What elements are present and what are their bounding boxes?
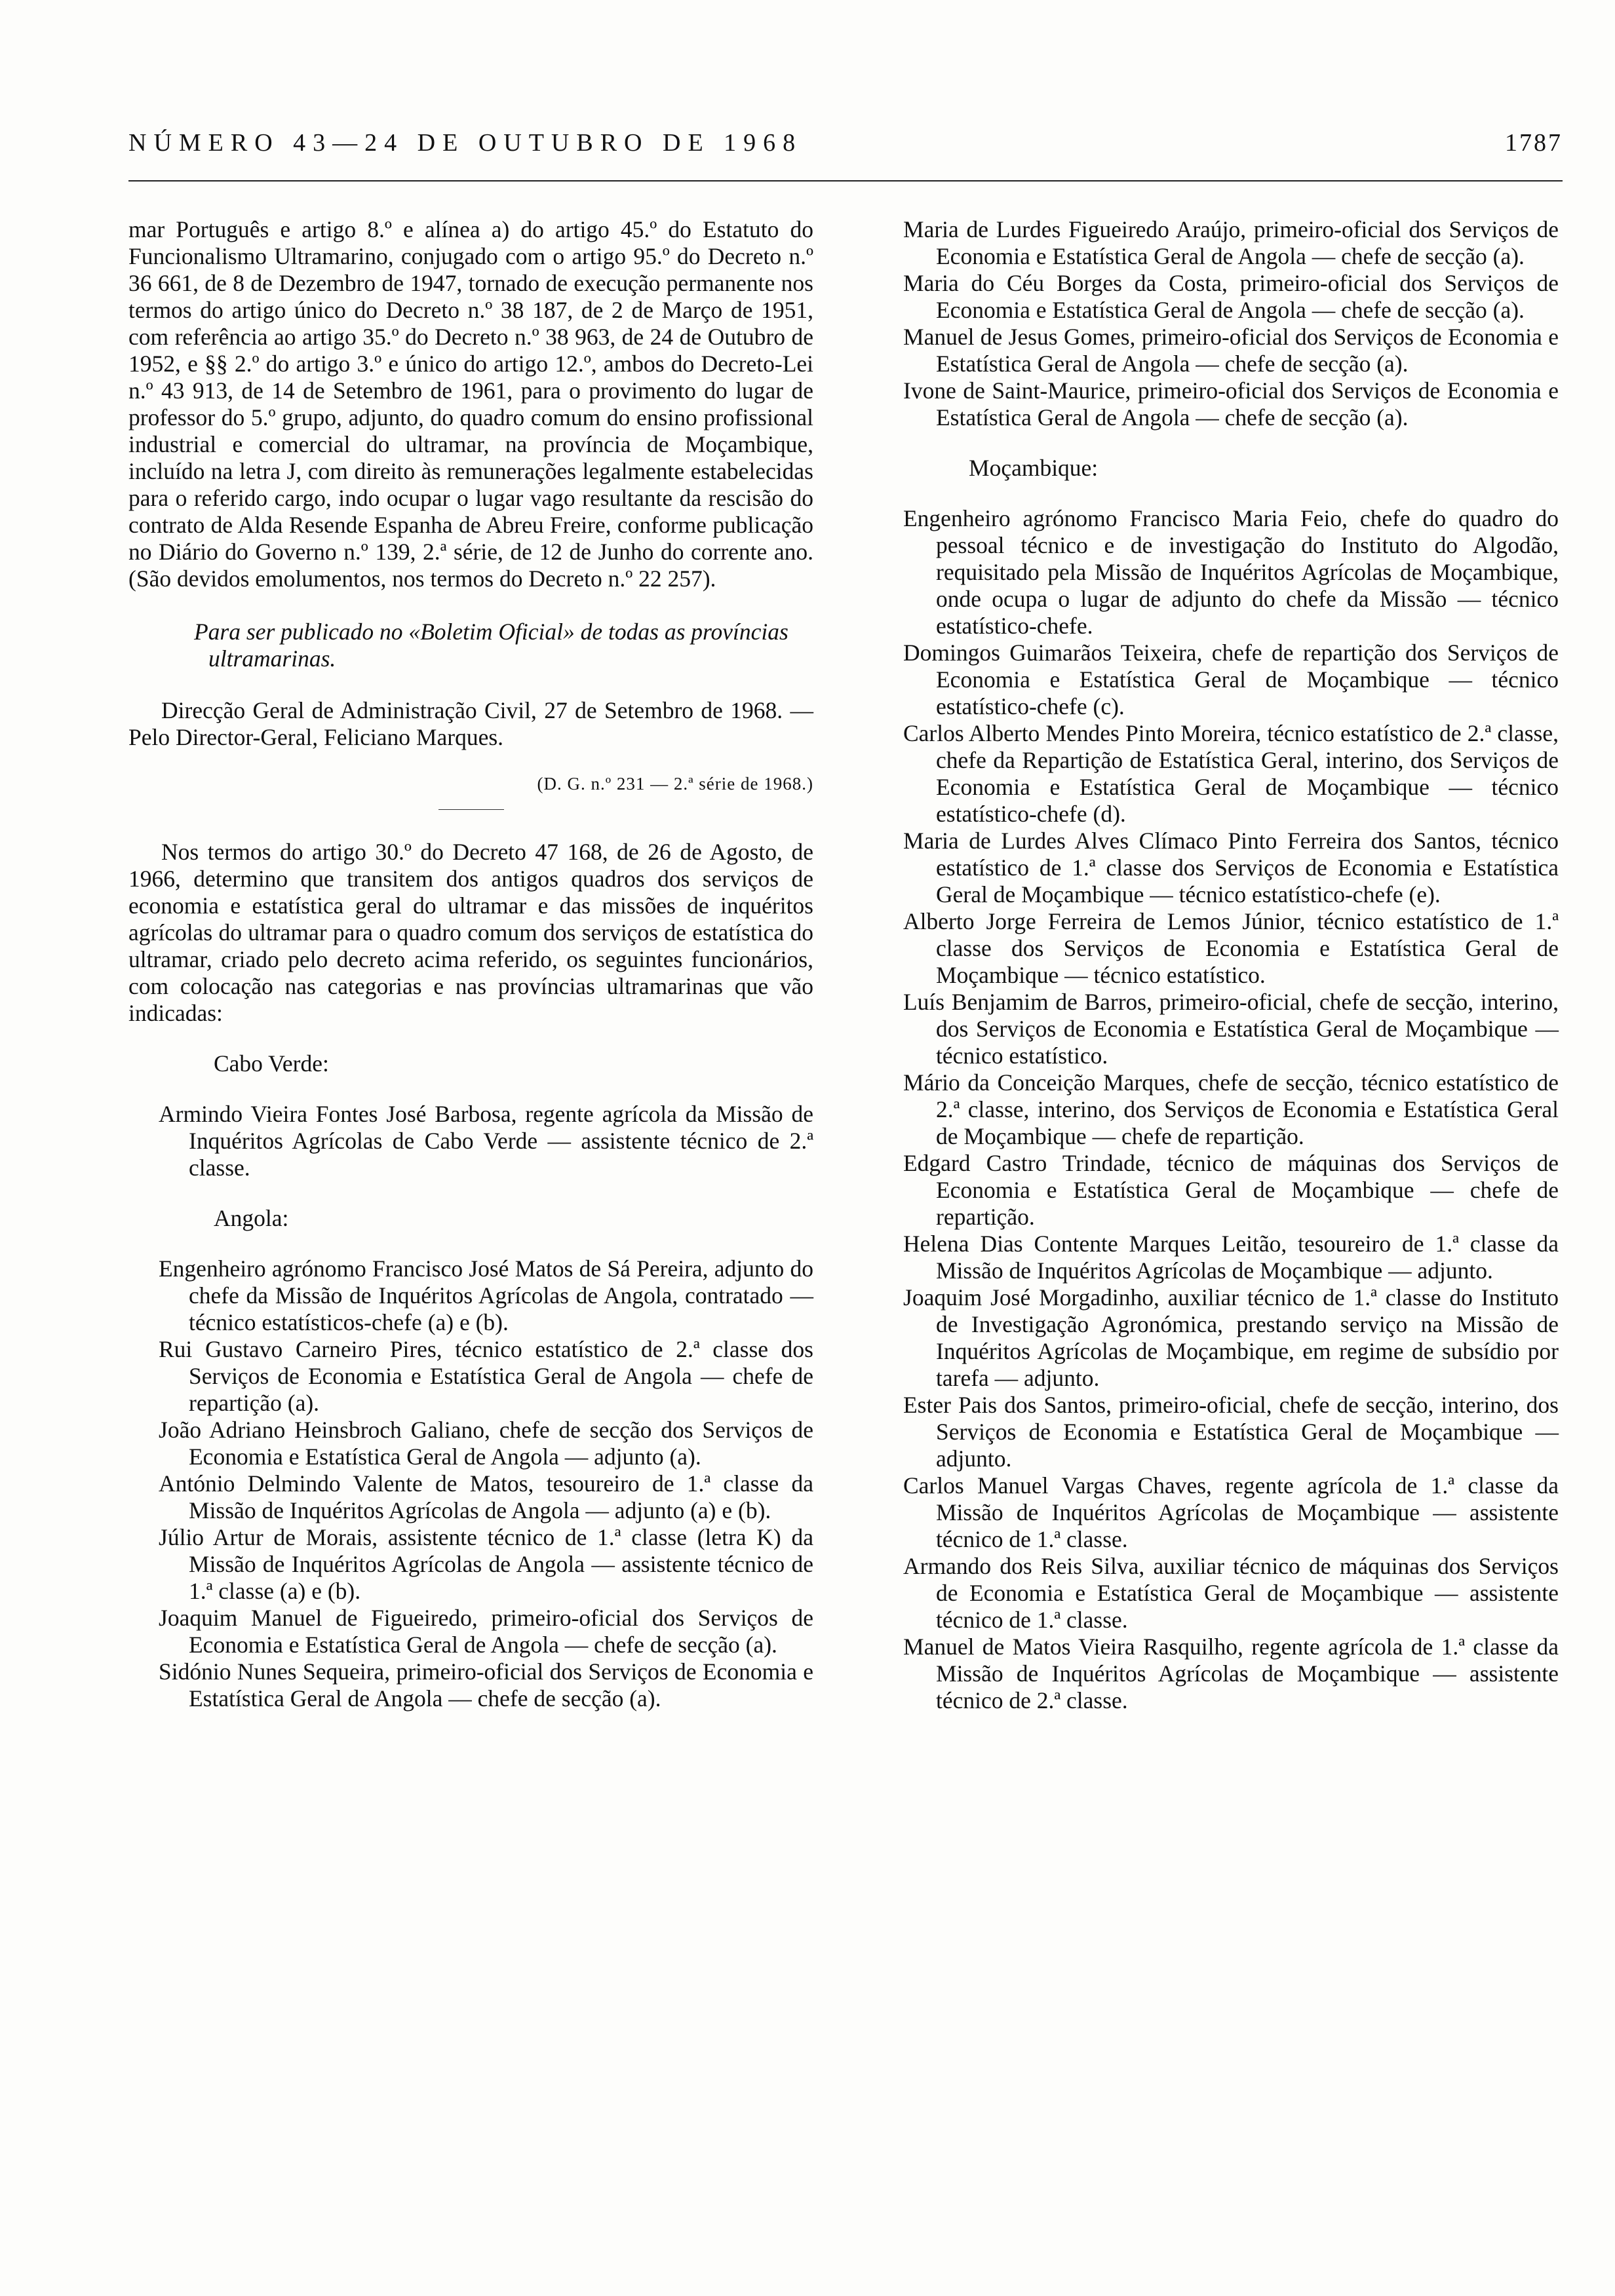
list-item: Ester Pais dos Santos, primeiro-oficial, chefe de secção, interino, dos Serviços de Economia e Estatística Geral de Moçambique — adjunto.	[903, 1392, 1559, 1472]
list-item: Alberto Jorge Ferreira de Lemos Júnior, técnico estatístico de 1.ª classe dos Serviços de Economia e Estatística Geral de Moçambique — técnico estatístico.	[903, 908, 1559, 988]
list-item: Engenheiro agrónomo Francisco José Matos de Sá Pereira, adjunto do chefe da Missão de Inquéritos Agrícolas de Angola, contratado — técnico estatísticos-chefe (a) e (b).	[159, 1255, 813, 1335]
list-item: Helena Dias Contente Marques Leitão, tesoureiro de 1.ª classe da Missão de Inquéritos Agrícolas de Moçambique — adjunto.	[903, 1231, 1559, 1284]
running-title: NÚMERO 43—24 DE OUTUBRO DE 1968	[128, 129, 803, 157]
main-paragraph: Nos termos do artigo 30.º do Decreto 47 168, de 26 de Agosto, de 1966, determino que transitem dos antigos quadros dos serviços de economia e estatística geral do ultramar e das missões de inquéritos agrícolas do ultramar para o quadro comum dos serviços de estatística do ultramar, criado pelo decreto acima referido, os seguintes funcionários, com colocação nas categorias e nas províncias ultramarinas que vão indicadas:	[128, 839, 813, 1026]
heading-cabo-verde: Cabo Verde:	[214, 1050, 329, 1077]
list-item: António Delmindo Valente de Matos, tesoureiro de 1.ª classe da Missão de Inquéritos Agrícolas de Angola — adjunto (a) e (b).	[159, 1470, 813, 1523]
list-item: Armando dos Reis Silva, auxiliar técnico de máquinas dos Serviços de Economia e Estatística Geral de Moçambique — assistente técnico de 1.ª classe.	[903, 1553, 1559, 1633]
continued-paragraph: mar Português e artigo 8.º e alínea a) do artigo 45.º do Estatuto do Funcionalismo Ultramarino, conjugado com o artigo 95.º do Decreto n.º 36 661, de 8 de Dezembro de 1947, tornado de execução permanente nos termos do artigo único do Decreto n.º 38 187, de 2 de Março de 1951, com referência ao artigo 35.º do Decreto n.º 38 963, de 24 de Outubro de 1952, e §§ 2.º do artigo 3.º e único do artigo 12.º, ambos do Decreto-Lei n.º 43 913, de 14 de Setembro de 1961, para o provimento do lugar de professor do 5.º grupo, adjunto, do quadro comum do ensino profissional industrial e comercial do ultramar, na província de Moçambique, incluído na letra J, com direito às remunerações legalmente estabelecidas para o referido cargo, indo ocupar o lugar vago resultante da rescisão do contrato de Alda Resende Espanha de Abreu Freire, conforme publicação no Diário do Governo n.º 139, 2.ª série, de 12 de Junho do corrente ano. (São devidos emolumentos, nos termos do Decreto n.º 22 257).	[128, 216, 813, 592]
list-item: Manuel de Matos Vieira Rasquilho, regente agrícola de 1.ª classe da Missão de Inquéritos Agrícolas de Moçambique — assistente técnico de 2.ª classe.	[903, 1634, 1559, 1713]
list-item: Júlio Artur de Morais, assistente técnico de 1.ª classe (letra K) da Missão de Inquéritos Agrícolas de Angola — assistente técnico de 1.ª classe (a) e (b).	[159, 1524, 813, 1604]
list-item: Armindo Vieira Fontes José Barbosa, regente agrícola da Missão de Inquéritos Agrícolas de Cabo Verde — assistente técnico de 2.ª classe.	[159, 1101, 813, 1181]
list-item: Manuel de Jesus Gomes, primeiro-oficial dos Serviços de Economia e Estatística Geral de Angola — chefe de secção (a).	[903, 324, 1559, 377]
list-item: Maria de Lurdes Figueiredo Araújo, primeiro-oficial dos Serviços de Economia e Estatística Geral de Angola — chefe de secção (a).	[903, 216, 1559, 269]
list-item: Domingos Guimarãos Teixeira, chefe de repartição dos Serviços de Economia e Estatística Geral de Moçambique — técnico estatístico-chefe (c).	[903, 640, 1559, 719]
list-item: Carlos Alberto Mendes Pinto Moreira, técnico estatístico de 2.ª classe, chefe da Repartição de Estatística Geral, interino, dos Serviços de Economia e Estatística Geral de Moçambique — técnico estatístico-chefe (d).	[903, 720, 1559, 827]
list-item: Ivone de Saint-Maurice, primeiro-oficial dos Serviços de Economia e Estatística Geral de Angola — chefe de secção (a).	[903, 377, 1559, 430]
list-item: Edgard Castro Trindade, técnico de máquinas dos Serviços de Economia e Estatística Geral de Moçambique — chefe de repartição.	[903, 1150, 1559, 1230]
left-column	[128, 216, 813, 1712]
list-item: Mário da Conceição Marques, chefe de secção, técnico estatístico de 2.ª classe, interino, dos Serviços de Economia e Estatística Geral de Moçambique — chefe de repartição.	[903, 1069, 1559, 1149]
list-item: Carlos Manuel Vargas Chaves, regente agrícola de 1.ª classe da Missão de Inquéritos Agrícolas de Moçambique — assistente técnico de 1.ª classe.	[903, 1472, 1559, 1552]
page-header	[128, 128, 1563, 168]
list-item: Sidónio Nunes Sequeira, primeiro-oficial dos Serviços de Economia e Estatística Geral de Angola — chefe de secção (a).	[159, 1658, 813, 1712]
publication-note: Para ser publicado no «Boletim Oficial» de todas as províncias ultramarinas.	[194, 619, 788, 672]
heading-angola: Angola:	[214, 1205, 289, 1231]
signature-line: Direcção Geral de Administração Civil, 27 de Setembro de 1968. — Pelo Director-Geral, Feliciano Marques.	[128, 697, 813, 750]
heading-mocambique: Moçambique:	[969, 455, 1099, 481]
diario-reference: (D. G. n.º 231 — 2.ª série de 1968.)	[537, 774, 813, 794]
header-rule	[128, 180, 1563, 182]
list-item: Engenheiro agrónomo Francisco Maria Feio, chefe do quadro do pessoal técnico e de investigação do Instituto do Algodão, requisitado pela Missão de Inquéritos Agrícolas de Moçambique, onde ocupa o lugar de adjunto do chefe da Missão — técnico estatístico-chefe.	[903, 505, 1559, 639]
list-item: João Adriano Heinsbroch Galiano, chefe de secção dos Serviços de Economia e Estatística Geral de Angola — adjunto (a).	[159, 1417, 813, 1470]
list-item: Maria de Lurdes Alves Clímaco Pinto Ferreira dos Santos, técnico estatístico de 1.ª classe dos Serviços de Economia e Estatística Geral de Moçambique — técnico estatístico-chefe (e).	[903, 828, 1559, 908]
right-column	[903, 216, 1559, 1714]
list-item: Joaquim José Morgadinho, auxiliar técnico de 1.ª classe do Instituto de Investigação Agronómica, prestando serviço na Missão de Inquéritos Agrícolas de Moçambique, em regime de subsídio por tarefa — adjunto.	[903, 1284, 1559, 1391]
list-item: Rui Gustavo Carneiro Pires, técnico estatístico de 2.ª classe dos Serviços de Economia e Estatística Geral de Angola — chefe de repartição (a).	[159, 1336, 813, 1416]
list-item: Joaquim Manuel de Figueiredo, primeiro-oficial dos Serviços de Economia e Estatística Geral de Angola — chefe de secção (a).	[159, 1605, 813, 1658]
page-number: 1787	[1505, 129, 1563, 157]
list-item: Luís Benjamim de Barros, primeiro-oficial, chefe de secção, interino, dos Serviços de Economia e Estatística Geral de Moçambique — técnico estatístico.	[903, 989, 1559, 1069]
list-item: Maria do Céu Borges da Costa, primeiro-oficial dos Serviços de Economia e Estatística Geral de Angola — chefe de secção (a).	[903, 270, 1559, 323]
section-divider	[438, 809, 504, 810]
